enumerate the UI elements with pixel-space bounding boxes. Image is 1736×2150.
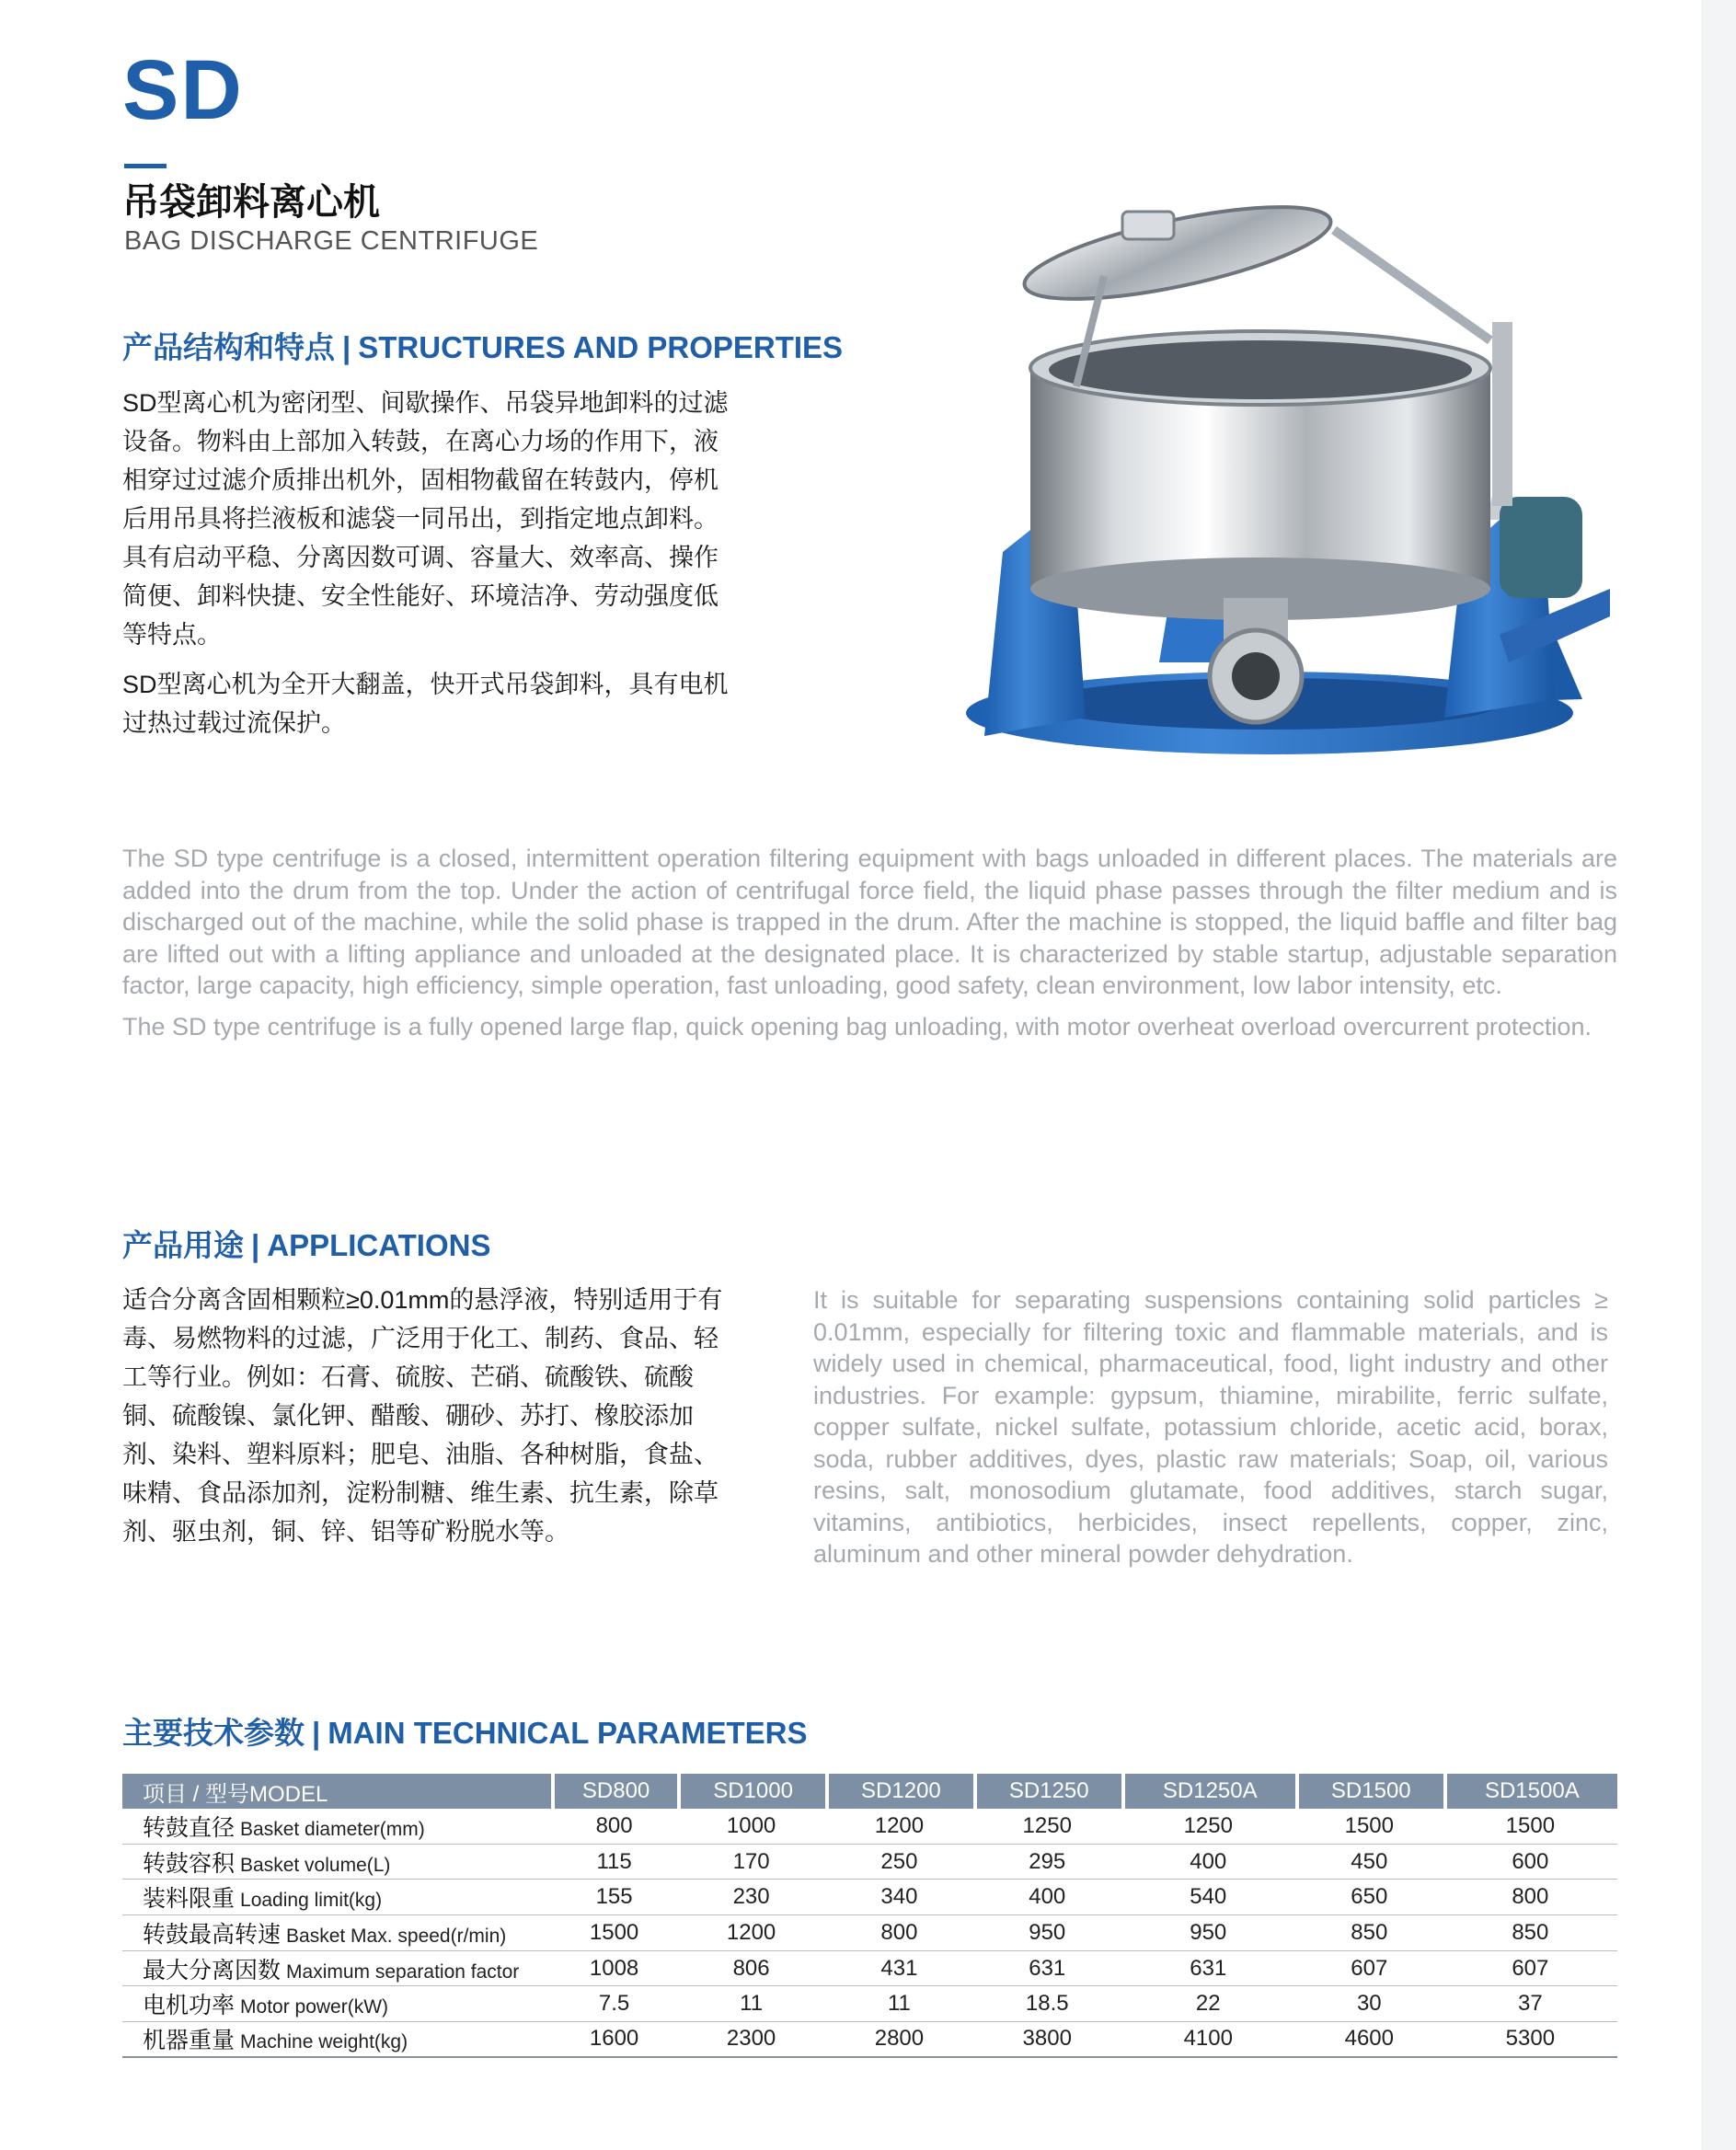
model-code: SD [122,43,244,137]
table-header-row [122,1774,1617,1809]
value-cell: 400 [973,1880,1121,1915]
parameter-name-cn: 转鼓最高转速 [143,1921,282,1948]
value-cell: 2300 [677,2022,825,2058]
value-cell: 1500 [1295,1809,1443,1845]
parameter-name-cell [122,1845,551,1880]
parameter-name-en: Loading limit(kg) [240,1890,383,1912]
structures-heading-en: STRUCTURES AND PROPERTIES [358,330,844,364]
outlet-bore [1232,652,1280,700]
value-cell: 3800 [973,2022,1121,2058]
parameter-name-en: Maximum separation factor [286,1960,520,1983]
parameter-name-cell [122,1951,551,1987]
page-edge-strip [1701,0,1736,2150]
value-cell: 1008 [551,1951,677,1987]
parameters-heading-en: MAIN TECHNICAL PARAMETERS [328,1716,808,1750]
value-cell: 800 [1443,1880,1617,1915]
value-cell: 540 [1121,1880,1295,1915]
parameter-name-cn: 最大分离因数 [143,1957,282,1983]
table-row [122,1951,1617,1987]
open-lid [1017,202,1338,318]
structures-description-en [122,843,1617,1052]
structures-en-paragraph: The SD type centrifuge is a fully opened large flap, quick opening bag unloading, with motor overheat overload overcurrent protection. [122,1012,1592,1041]
value-cell: 431 [825,1951,973,1987]
table-row [122,1880,1617,1915]
model-column-header: SD1500 [1295,1774,1443,1809]
parameter-name-en: Machine weight(kg) [240,2031,408,2053]
value-cell: 1000 [677,1809,825,1845]
parameter-name-en: Basket Max. speed(r/min) [286,1925,507,1947]
table-row [122,1809,1617,1845]
structures-en-paragraph: The SD type centrifuge is a closed, intermittent operation filtering equipment with bags unloaded in different places. The materials are added into the drum from the top. Under the action of centrifugal force field, the liquid phase passes through the filter medium and is discharged out of the machine, while the solid phase is trapped in the drum. After the machine is stopped, the liquid baffle and filter bag are lifted out with a lifting appliance and unloaded at the designated place. It is characterized by stable startup, adjustable separation factor, large capacity, high efficiency, simple operation, fast unloading, good safety, clean environment, low labor intensity, etc. [122,845,1617,999]
applications-cn-paragraph: 适合分离含固相颗粒≥0.01mm的悬浮液，特别适用于有毒、易燃物料的过滤，广泛用于化工、制药、食品、轻工等行业。例如：石膏、硫胺、芒硝、硫酸铁、硫酸铜、硫酸镍、氯化钾、醋酸、硼砂、苏打、橡胶添加剂、染料、塑料原料；肥皂、油脂、各种树脂，食盐、味精、食品添加剂，淀粉制糖、维生素、抗生素，除草剂、驱虫剂，铜、锌、铝等矿粉脱水等。 [122,1286,723,1546]
table-row [122,1986,1617,2022]
value-cell: 170 [677,1845,825,1880]
value-cell: 295 [973,1845,1121,1880]
value-cell: 650 [1295,1880,1443,1915]
value-cell: 1500 [1443,1809,1617,1845]
parameter-name-en: Motor power(kW) [240,1996,389,2018]
parameter-name-cn: 装料限重 [143,1886,236,1913]
structures-cn-paragraph: SD型离心机为全开大翻盖，快开式吊袋卸料，具有电机过热过载过流保护。 [122,671,729,737]
model-column-header: SD1500A [1443,1774,1617,1809]
parameter-name-cell [122,1915,551,1951]
value-cell: 806 [677,1951,825,1987]
value-cell: 4100 [1121,2022,1295,2058]
applications-heading-cn: 产品用途 [122,1228,244,1262]
lid-flange [1122,212,1174,239]
value-cell: 1250 [973,1809,1121,1845]
value-cell: 600 [1443,1845,1617,1880]
parameter-name-cell [122,1880,551,1915]
centrifuge-machine-image [948,202,1610,800]
parameter-name-cn: 转鼓直径 [143,1814,236,1841]
table-row [122,2022,1617,2058]
value-cell: 5300 [1443,2022,1617,2058]
table-row [122,1845,1617,1880]
applications-description-en [813,1284,1608,1580]
value-cell: 1200 [825,1809,973,1845]
value-cell: 800 [551,1809,677,1845]
parameters-heading [122,1709,808,1753]
model-column-header: SD1200 [825,1774,973,1809]
model-column-header: SD1250A [1121,1774,1295,1809]
model-column-header: SD800 [551,1774,677,1809]
value-cell: 7.5 [551,1986,677,2022]
structures-heading-cn: 产品结构和特点 [122,330,335,364]
value-cell: 230 [677,1880,825,1915]
parameter-name-cn: 机器重量 [143,2028,236,2054]
title-divider [124,164,167,168]
parameter-name-en: Basket volume(L) [240,1854,391,1876]
parameter-name-cell [122,1809,551,1845]
value-cell: 11 [677,1986,825,2022]
value-cell: 37 [1443,1986,1617,2022]
value-cell: 950 [1121,1915,1295,1951]
parameter-name-cell [122,2022,551,2058]
heading-separator: | [342,330,351,364]
value-cell: 115 [551,1845,677,1880]
applications-description-cn [122,1281,730,1562]
heading-separator: | [251,1228,260,1262]
applications-heading [122,1222,490,1265]
value-cell: 18.5 [973,1986,1121,2022]
model-column-header: SD1000 [677,1774,825,1809]
parameters-heading-cn: 主要技术参数 [122,1716,305,1750]
parameter-name-cn: 转鼓容积 [143,1850,236,1877]
table-row [122,1915,1617,1951]
parameter-name-cn: 电机功率 [143,1993,236,2019]
header-label-cell: 项目 / 型号MODEL [122,1774,551,1809]
drum-opening [1049,340,1472,399]
technical-parameters-table [122,1774,1617,2058]
value-cell: 950 [973,1915,1121,1951]
value-cell: 4600 [1295,2022,1443,2058]
value-cell: 607 [1443,1951,1617,1987]
motor [1500,497,1582,598]
value-cell: 800 [825,1915,973,1951]
value-cell: 850 [1295,1915,1443,1951]
value-cell: 340 [825,1880,973,1915]
model-column-header: SD1250 [973,1774,1121,1809]
value-cell: 2800 [825,2022,973,2058]
value-cell: 22 [1121,1986,1295,2022]
value-cell: 30 [1295,1986,1443,2022]
applications-en-paragraph: It is suitable for separating suspensions containing solid particles ≥ 0.01mm, especially for filtering toxic and flammable materials, and is widely used in chemical, pharmaceutical, food, light industry and other industries. For example: gypsum, thiamine, mirabilite, ferric sulfate, copper sulfate, nickel sulfate, potassium chloride, acetic acid, borax, soda, rubber additives, dyes, plastic raw materials; Soap, oil, various resins, salt, monosodium glutamate, food additives, starch sugar, vitamins, antibiotics, herbicides, insect repellents, copper, zinc, aluminum and other mineral powder dehydration. [813,1286,1608,1568]
structures-cn-paragraph: SD型离心机为密闭型、间歇操作、吊袋异地卸料的过滤设备。物料由上部加入转鼓，在离心力场的作用下，液相穿过过滤介质排出机外，固相物截留在转鼓内，停机后用吊具将拦液板和滤袋一同吊出，到指定地点卸料。具有启动平稳、分离因数可调、容量大、效率高、操作简便、卸料快捷、安全性能好、环境洁净、劳动强度低等特点。 [122,389,729,649]
value-cell: 631 [1121,1951,1295,1987]
value-cell: 1250 [1121,1809,1295,1845]
applications-heading-en: APPLICATIONS [267,1228,491,1262]
value-cell: 1200 [677,1915,825,1951]
value-cell: 850 [1443,1915,1617,1951]
lid-hinge-arm [1334,230,1490,340]
parameter-name-cell [122,1986,551,2022]
value-cell: 631 [973,1951,1121,1987]
structures-description-cn [122,384,730,753]
lid-cylinder [1492,322,1512,506]
value-cell: 11 [825,1986,973,2022]
value-cell: 400 [1121,1845,1295,1880]
structures-heading [122,324,843,367]
parameter-name-en: Basket diameter(mm) [240,1818,425,1840]
value-cell: 607 [1295,1951,1443,1987]
value-cell: 450 [1295,1845,1443,1880]
value-cell: 250 [825,1845,973,1880]
heading-separator: | [312,1716,321,1750]
product-title-en: BAG DISCHARGE CENTRIFUGE [124,226,539,256]
product-title-cn: 吊袋卸料离心机 [122,182,380,223]
value-cell: 1500 [551,1915,677,1951]
value-cell: 155 [551,1880,677,1915]
value-cell: 1600 [551,2022,677,2058]
